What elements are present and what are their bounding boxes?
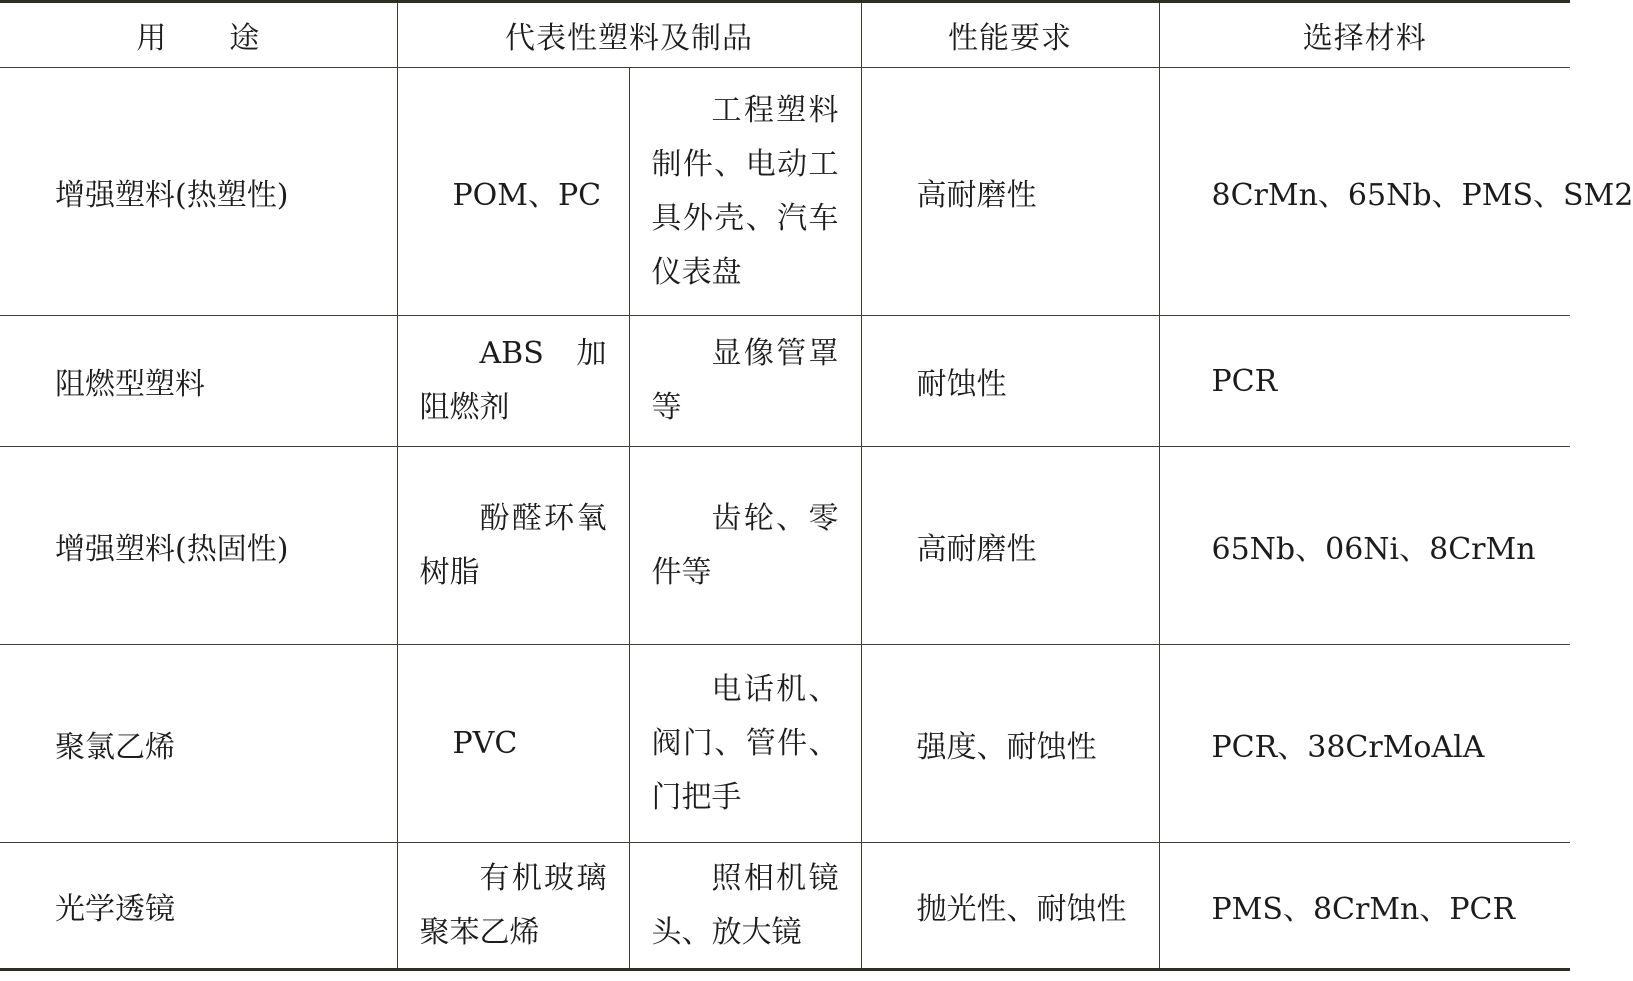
performance-cell: 高耐磨性 (861, 447, 1159, 645)
performance-cell: 抛光性、耐蚀性 (861, 843, 1159, 970)
header-representative: 代表性塑料及制品 (397, 2, 861, 68)
performance-cell: 高耐磨性 (861, 68, 1159, 316)
material-cell: 65Nb、06Ni、8CrMn (1159, 447, 1570, 645)
header-row (0, 2, 1570, 68)
header-usage: 用 途 (0, 2, 397, 68)
performance-cell: 强度、耐蚀性 (861, 645, 1159, 843)
table-row (0, 645, 1570, 843)
usage-cell: 增强塑料(热固性) (0, 447, 397, 645)
material-cell: 8CrMn、65Nb、PMS、SM2 (1159, 68, 1570, 316)
performance-cell: 耐蚀性 (861, 316, 1159, 447)
usage-cell: 增强塑料(热塑性) (0, 68, 397, 316)
products-cell: 电话机、阀门、管件、门把手 (629, 645, 861, 843)
table-row (0, 843, 1570, 970)
material-cell: PCR、38CrMoAlA (1159, 645, 1570, 843)
table-row (0, 68, 1570, 316)
plastic-cell: PVC (397, 645, 629, 843)
header-performance: 性能要求 (861, 2, 1159, 68)
products-cell: 齿轮、零件等 (629, 447, 861, 645)
products-cell: 照相机镜头、放大镜 (629, 843, 861, 970)
usage-cell: 光学透镜 (0, 843, 397, 970)
plastic-cell: 酚醛环氧树脂 (397, 447, 629, 645)
usage-cell: 聚氯乙烯 (0, 645, 397, 843)
plastic-cell: ABS 加阻燃剂 (397, 316, 629, 447)
table-row (0, 316, 1570, 447)
products-cell: 显像管罩等 (629, 316, 861, 447)
material-cell: PCR (1159, 316, 1570, 447)
products-cell: 工程塑料制件、电动工具外壳、汽车仪表盘 (629, 68, 861, 316)
plastic-cell: 有机玻璃聚苯乙烯 (397, 843, 629, 970)
material-cell: PMS、8CrMn、PCR (1159, 843, 1570, 970)
table-row (0, 447, 1570, 645)
usage-cell: 阻燃型塑料 (0, 316, 397, 447)
plastic-cell: POM、PC (397, 68, 629, 316)
header-material: 选择材料 (1159, 2, 1570, 68)
